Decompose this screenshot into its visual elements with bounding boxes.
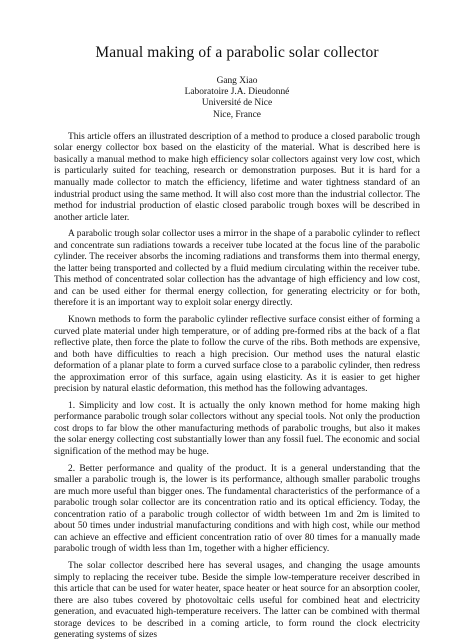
abstract-paragraph: This article offers an illustrated description of a method to produce a closed parabolic trough solar energy collector box based on the elasticity of the material. What is described here is basically a manual method to make high efficiency solar collectors against very low cost, which is particularly suited for teaching, research or demonstration purposes. But it is hard for a manually made collector to match the efficiency, lifetime and water tightness standard of an industrial product using the same method. It will also cost more than the industrial collector. The method for industrial production of elastic closed parabolic trough boxes will be described in another article later. <box>54 131 420 223</box>
body-paragraph: A parabolic trough solar collector uses a mirror in the shape of a parabolic cylinder to reflect and concentrate sun radiations towards a receiver tube located at the focus line of the parabolic cylinder. The receiver absorbs the incoming radiations and transforms them into thermal energy, the latter being transported and collected by a fluid medium circulating within the receiver tube. This method of concentrated solar collection has the advantage of high efficiency and low cost, and can be used either for thermal energy collection, for generating electricity or for both, therefore it is an important way to exploit solar energy directly. <box>54 229 420 309</box>
paper-body <box>54 132 420 642</box>
author-location: Nice, France <box>213 109 261 120</box>
author-name: Gang Xiao <box>216 76 258 86</box>
author-institution: Université de Nice <box>201 98 273 109</box>
body-paragraph: 2. Better performance and quality of the product. It is a general understanding that the smaller a parabolic trough is, the lower is its performance, although smaller parabolic troughs are much more useful than bigger ones. The fundamental characteristics of the performance of a parabolic trough solar collector are its concentration ratio and its optical efficiency. Today, the concentration ratio of a parabolic trough collector of width between 1m and 2m is limited to about 50 times under industrial manufacturing conditions and with high cost, while our method can achieve an effective and efficient concentration ratio of over 80 times for a manually made parabolic trough of width less than 1m, together with a higher efficiency. <box>54 463 420 555</box>
author-affiliation: Laboratoire J.A. Dieudonné <box>184 87 290 98</box>
body-paragraph: 1. Simplicity and low cost. It is actually the only known method for home making high performance parabolic trough solar collectors without any special tools. Not only the production cost drops to far blow the other manufacturing methods of parabolic troughs, but also it makes the solar energy collecting cost substantially lower than any fossil fuel. The economic and social signification of the method may be huge. <box>54 400 420 458</box>
body-paragraph: Known methods to form the parabolic cylinder reflective surface consist either of forming a curved plate material under high temperature, or of adding pre-formed ribs at the back of a flat reflective plate, then force the plate to follow the curve of the ribs. Both methods are expensive, and both have difficulties to reach a high precision. Our method uses the natural elastic deformation of a planar plate to form a curved surface close to a parabolic cylinder, then redress the approximation error of this surface, again using elasticity. As it is easier to get higher precision by natural elastic deformation, this method has the following advantages. <box>54 315 420 395</box>
body-paragraph: The solar collector described here has several usages, and changing the usage amounts simply to replacing the receiver tube. Beside the simple low-temperature receiver described in this article that can be used for water heater, space heater or heat source for an absorption cooler, there are also tubes covered by photovoltaic cells useful for combined heat and electricity generation, and evacuated high-temperature receivers. The latter can be combined with thermal storage devices to be described in a coming article, to form round the clock electricity generating systems of sizes <box>54 560 420 641</box>
paper-title: Manual making of a parabolic solar collector <box>95 44 379 61</box>
author-block <box>54 76 420 121</box>
